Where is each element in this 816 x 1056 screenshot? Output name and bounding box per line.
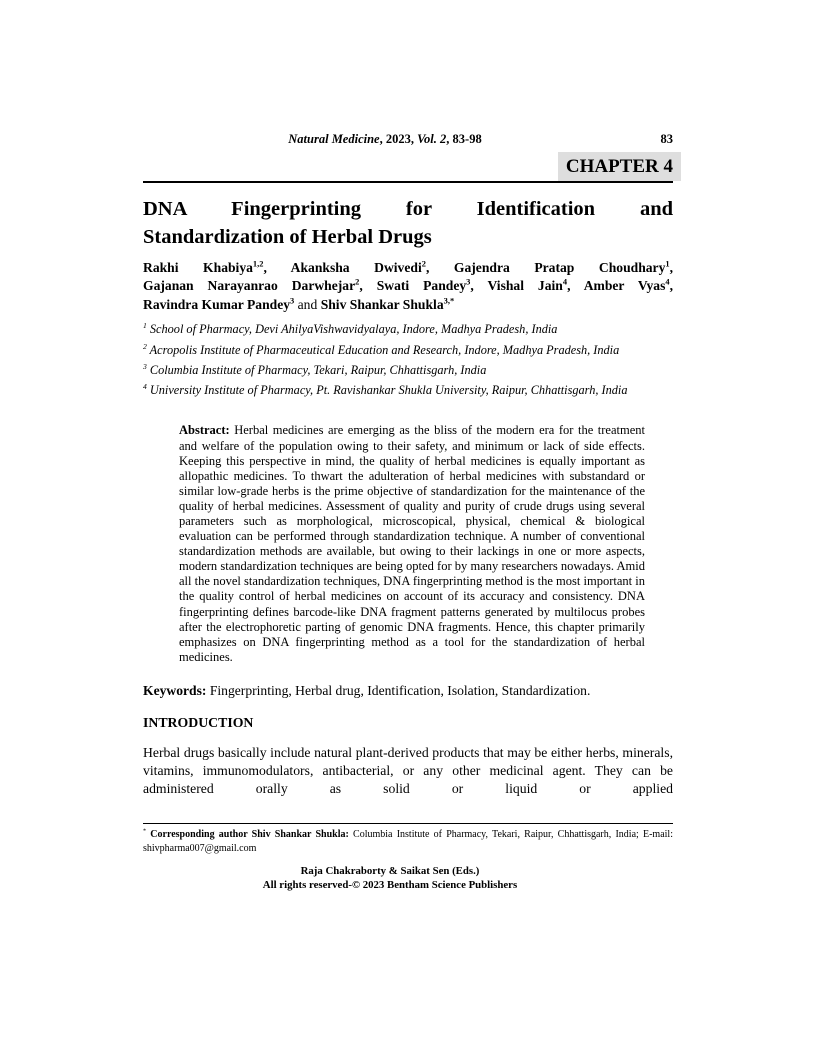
- journal-citation-segment: , 2023,: [379, 132, 418, 146]
- author-separator: ,: [669, 278, 673, 294]
- author-superscript: 3,*: [443, 295, 455, 306]
- journal-citation-segment: , 83-98: [446, 132, 482, 146]
- journal-citation-segment: Natural Medicine: [288, 132, 380, 146]
- author-superscript: 3: [290, 295, 295, 306]
- affiliation-superscript: 3: [143, 361, 147, 371]
- author-separator: ,: [669, 260, 674, 275]
- journal-citation: [143, 131, 673, 147]
- abstract-label: Abstract:: [179, 423, 230, 438]
- author-superscript: 3: [466, 276, 471, 287]
- chapter-title-line: DNA Fingerprinting for Identification and: [143, 198, 673, 220]
- chapter-title-line: Standardization of Herbal Drugs: [143, 226, 432, 248]
- author-superscript: 4: [665, 276, 670, 287]
- keywords-text: Fingerprinting, Herbal drug, Identification, Isolation, Standardization.: [206, 682, 591, 698]
- affiliation-line: $^2$ Acropolis Institute of Pharmaceutical Education and Research, Indore, Madhya Pradesh, India: [143, 341, 620, 357]
- footnote-marker: *: [143, 827, 147, 835]
- footer-copyright: All rights reserved-© 2023 Bentham Science Publishers: [262, 878, 518, 891]
- author-line: [143, 259, 673, 277]
- page-content: [143, 0, 673, 799]
- author-line: [143, 277, 673, 295]
- author-name: Amber Vyas$^4$: [583, 276, 670, 294]
- author-name: Vishal Jain$^4$: [487, 276, 568, 294]
- author-superscript: 2: [421, 258, 426, 269]
- author-name: Gajendra Pratap Choudhary$^1$: [453, 258, 670, 275]
- keywords: [143, 682, 673, 699]
- author-separator: ,: [470, 278, 488, 294]
- affiliation-line: $^3$ Columbia Institute of Pharmacy, Tekari, Raipur, Chhattisgarh, India: [143, 361, 487, 377]
- footnote-rule: [143, 823, 673, 824]
- author-separator: ,: [359, 278, 377, 294]
- chapter-badge: CHAPTER 4: [558, 152, 681, 181]
- author-name: Rakhi Khabiya$^{1,2}$: [143, 258, 264, 275]
- author-separator: ,: [263, 260, 291, 275]
- footnote-bold: Corresponding author Shiv Shankar Shukla:: [146, 829, 349, 840]
- author-superscript: 1: [665, 258, 670, 269]
- page-bottom-block: [143, 823, 673, 892]
- affiliation-line: $^4$ University Institute of Pharmacy, Pt. Ravishankar Shukla University, Raipur, Chhattisgarh, India: [143, 382, 628, 398]
- intro-paragraph: Herbal drugs basically include natural plant-derived products that may be either herbs, minerals, vitamins, immunomodulators, antibacterial, or any other medicinal agent. They can be administered orally as solid or liquid or applied: [143, 744, 673, 797]
- footnote-rest: Columbia Institute of Pharmacy, Tekari, Raipur, Chhattisgarh, India; E-mail: shivpharma007@gmail.com: [143, 829, 673, 854]
- author-superscript: 2: [355, 276, 360, 287]
- abstract-text: Herbal medicines are emerging as the bliss of the modern era for the treatment and welfare of the population owing to their safety, and minimum or lack of side effects. Keeping this perspective in mind, the quality of herbal medicines is equally important as allopathic medicines. To thwart the adulteration of herbal medicines with substandard or similar low-grade herbs is the prime objective of standardization for the maintenance of the quality of herbal medicines. Assessment of quality and purity of crude drugs using several parameters such as morphological, microscopical, physical, chemical & biological evaluation can be performed through standardization technique. A number of conventional standardization methods are available, but owing to their lackings in one or more aspects, modern standardization techniques are being opted for by many researchers nowadays. Amid all the novel standardization techniques, DNA fingerprinting method is the most important in the quality control of herbal medicines on account of its accuracy and consistency. DNA fingerprinting defines barcode-like DNA fragment patterns generated by multilocus probes after the electrophoretic parting of genomic DNA fragments. Hence, this chapter primarily emphasizes on DNA fingerprinting method as a tool for the standardization of herbal medicines.: [179, 423, 645, 664]
- keywords-label: Keywords:: [143, 682, 207, 698]
- author-line: [143, 296, 673, 314]
- author-name: Akanksha Dwivedi$^2$: [290, 258, 426, 275]
- abstract: [179, 423, 645, 665]
- affiliation-line: $^1$ School of Pharmacy, Devi AhilyaVishwavidyalaya, Indore, Madhya Pradesh, India: [143, 321, 558, 337]
- author-separator: ,: [567, 278, 584, 294]
- footer-editors: Raja Chakraborty & Saikat Sen (Eds.): [300, 865, 480, 877]
- affiliation-superscript: 1: [143, 321, 147, 331]
- affiliation-superscript: 4: [143, 382, 147, 392]
- author-name: Ravindra Kumar Pandey$^3$: [143, 295, 295, 312]
- affiliations: [143, 319, 673, 400]
- author-name: Gajanan Narayanrao Darwhejar$^2$: [143, 276, 360, 294]
- book-footer: [143, 865, 673, 892]
- affiliation-superscript: 2: [143, 341, 147, 351]
- journal-citation-segment: Vol. 2: [417, 132, 447, 146]
- author-superscript: 1,2: [252, 258, 264, 269]
- running-header: [143, 131, 673, 148]
- authors-block: [143, 259, 673, 314]
- page-number: 83: [660, 132, 673, 146]
- author-superscript: 4: [562, 276, 568, 287]
- corresponding-author-note: [143, 828, 673, 855]
- author-separator: and: [294, 296, 321, 312]
- section-heading-introduction: INTRODUCTION: [143, 714, 254, 730]
- author-name: Shiv Shankar Shukla$^{3,*}$: [320, 295, 455, 312]
- chapter-title: [143, 195, 673, 251]
- author-separator: ,: [425, 260, 454, 275]
- chapter-rule-row: [143, 152, 673, 183]
- author-name: Swati Pandey$^3$: [376, 276, 471, 294]
